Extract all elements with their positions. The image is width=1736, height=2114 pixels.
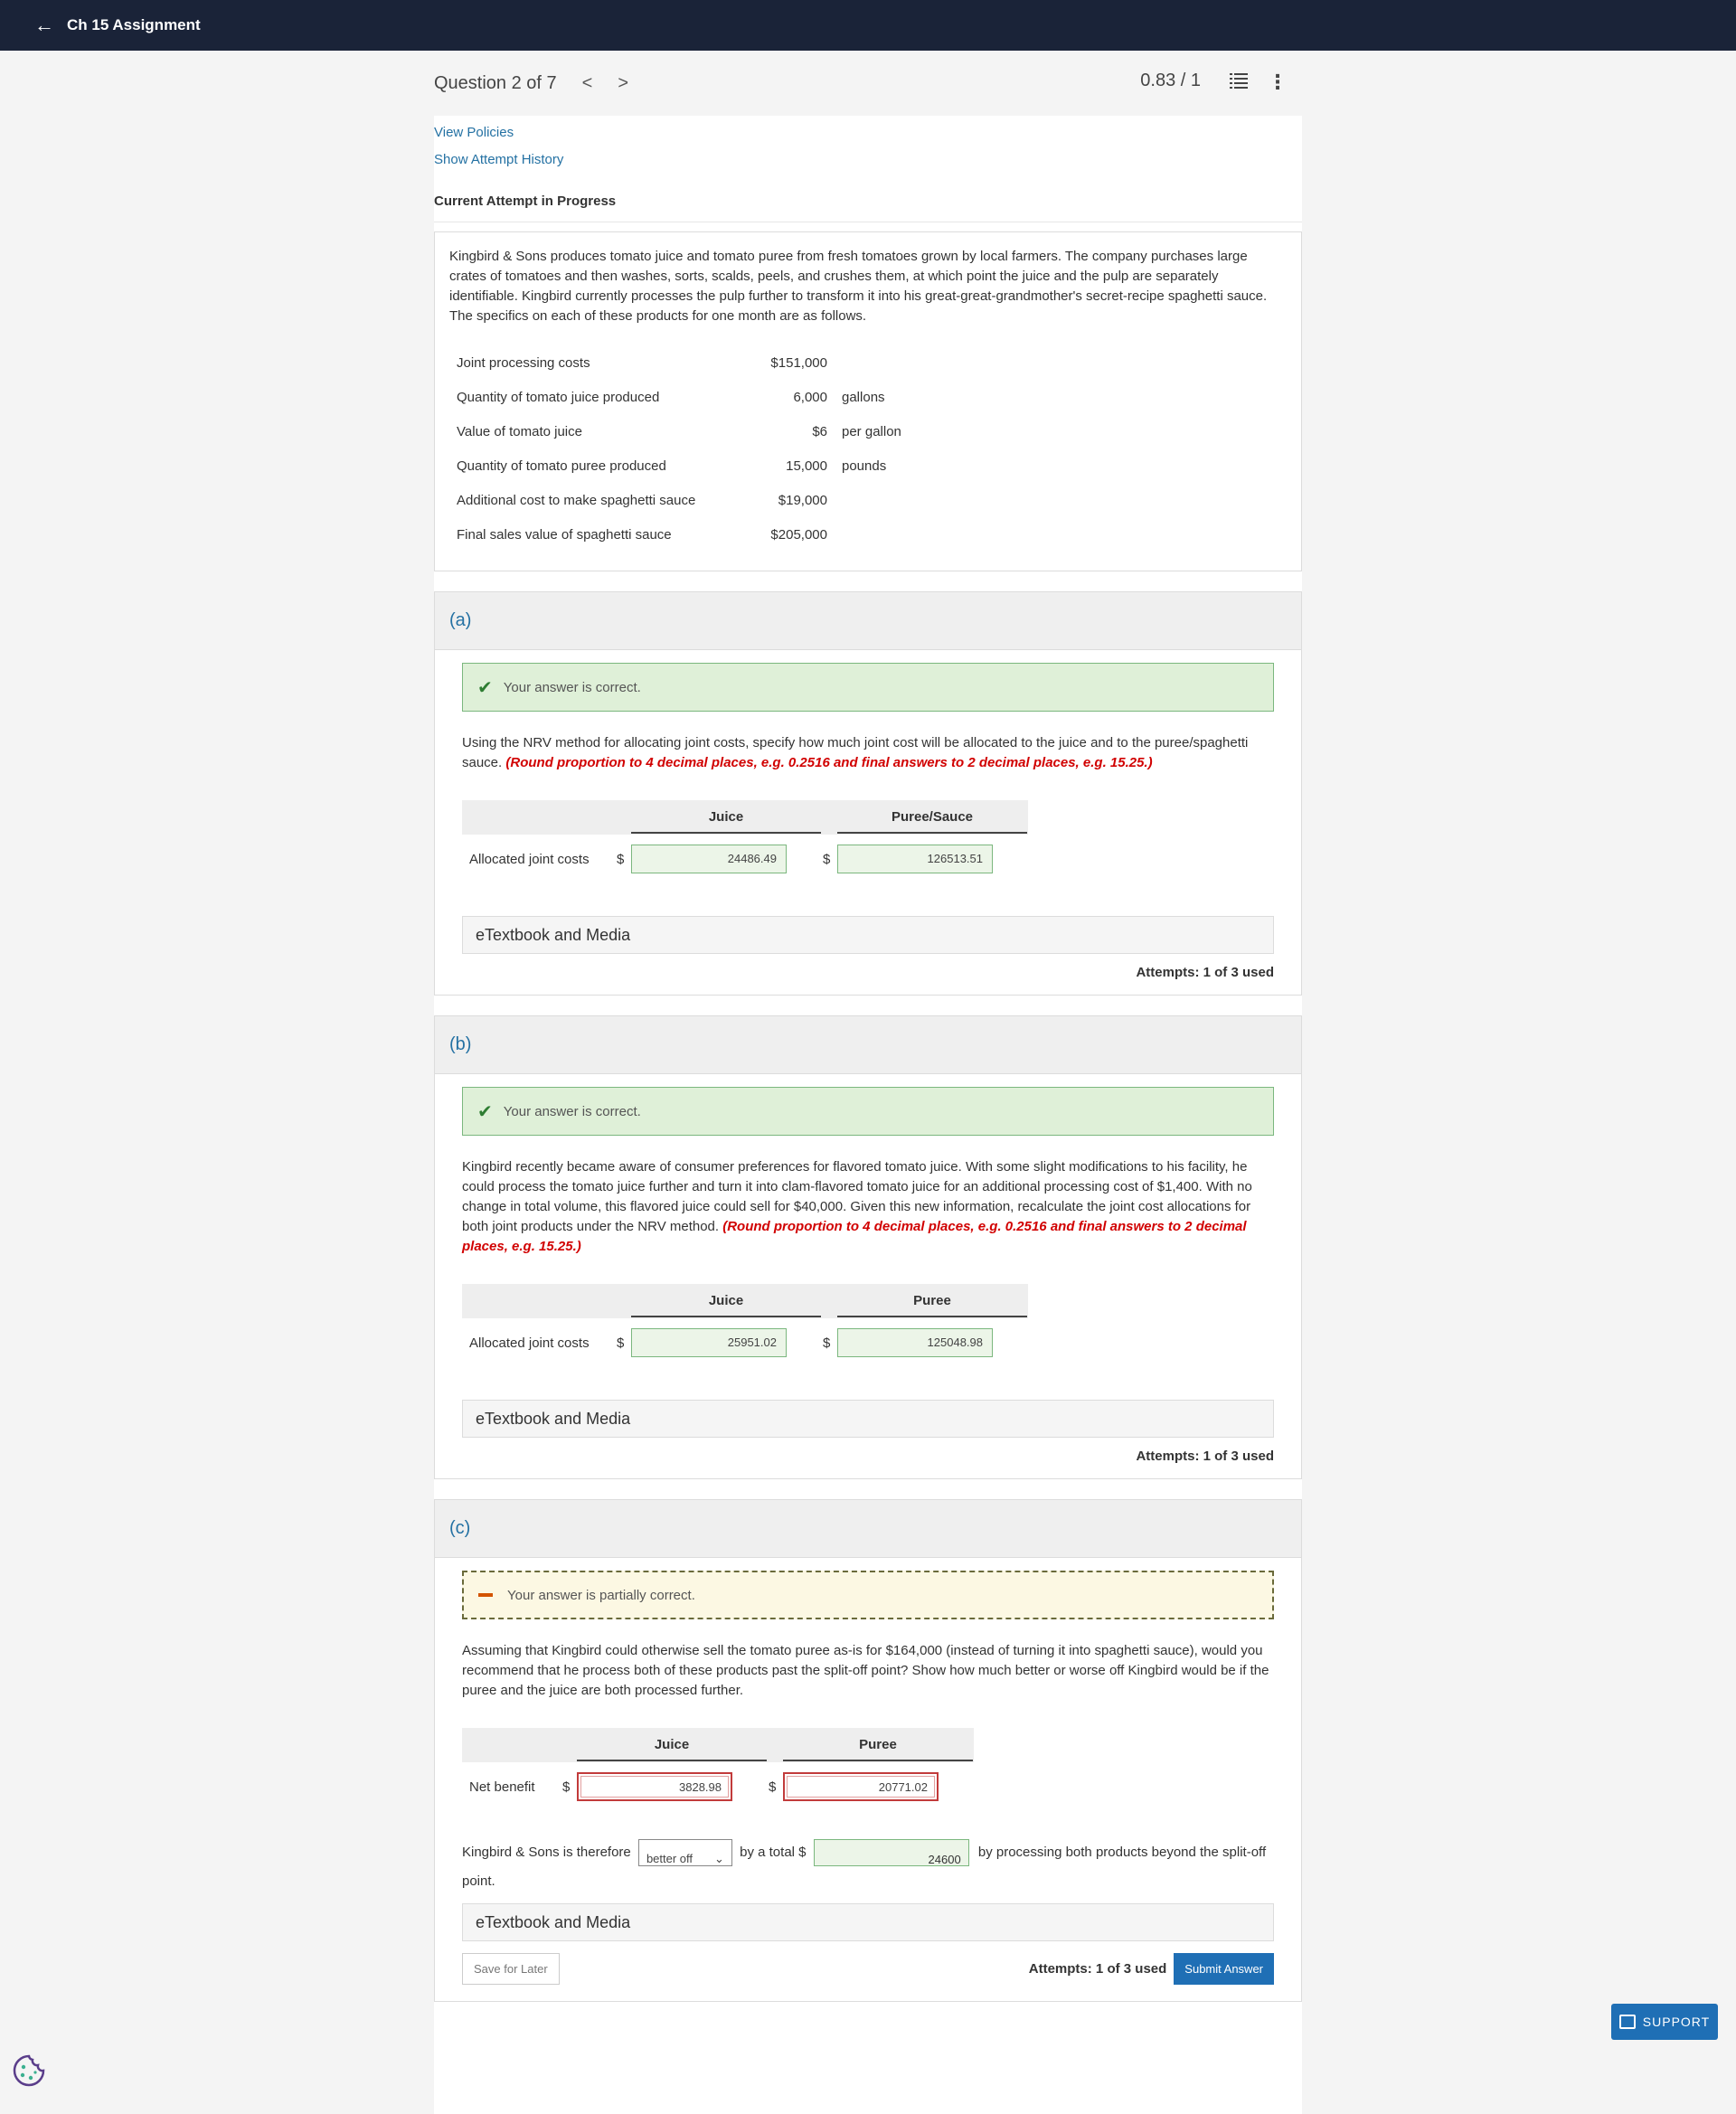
column-header-juice: Juice: [577, 1730, 767, 1761]
etextbook-link[interactable]: eTextbook and Media: [462, 916, 1274, 954]
submit-answer-button[interactable]: Submit Answer: [1174, 1953, 1274, 1985]
top-bar: [0, 0, 1736, 51]
partial-icon: [478, 1593, 493, 1597]
etextbook-link[interactable]: eTextbook and Media: [462, 1400, 1274, 1438]
spec-row: Quantity of tomato juice produced 6,000 gallons: [457, 390, 885, 405]
more-options-icon[interactable]: ⋮: [1268, 71, 1288, 93]
chevron-down-icon: ⌄: [714, 1852, 724, 1866]
question-list-icon[interactable]: [1230, 72, 1248, 93]
better-worse-select[interactable]: better off ⌄: [638, 1839, 732, 1866]
column-header-puree: Puree: [837, 1286, 1027, 1317]
spec-row: Final sales value of spaghetti sauce $205,000: [457, 527, 827, 543]
puree-allocated-input[interactable]: 126513.51: [837, 845, 993, 873]
column-header-juice: Juice: [631, 802, 821, 834]
dollar-sign: $: [823, 1335, 831, 1351]
answer-table: [462, 1728, 974, 1811]
score: 0.83 / 1: [1140, 71, 1201, 90]
rounding-note: (Round proportion to 4 decimal places, e.g. 0.2516 and final answers to 2 decimal places, e.g. 15.25.): [462, 1219, 1247, 1254]
part-b: [434, 1015, 1302, 1479]
dollar-sign: $: [562, 1779, 571, 1795]
check-icon: ✔: [477, 677, 493, 698]
spec-table: [449, 346, 909, 552]
juice-allocated-input[interactable]: 25951.02: [631, 1328, 787, 1357]
spec-row: Additional cost to make spaghetti sauce $19,000: [457, 493, 827, 508]
part-c-label: (c): [435, 1500, 1301, 1558]
chat-icon: [1619, 2015, 1636, 2029]
show-attempt-history-link[interactable]: Show Attempt History: [434, 152, 564, 167]
answer-table: [462, 800, 1028, 883]
row-label: Allocated joint costs: [469, 1335, 590, 1351]
attempts-count: Attempts: 1 of 3 used: [1028, 1960, 1167, 1977]
next-question-button[interactable]: >: [618, 72, 629, 93]
column-header-puree: Puree: [783, 1730, 973, 1761]
conclusion-sentence: Kingbird & Sons is therefore better off ⌄ by a total $ 24600 by processing both products beyond the split-off point.: [462, 1838, 1274, 1896]
feedback-correct: ✔ Your answer is correct.: [462, 663, 1274, 712]
dollar-sign: $: [617, 851, 625, 867]
check-icon: ✔: [477, 1101, 493, 1122]
cookie-settings-icon[interactable]: [11, 2053, 47, 2089]
dollar-sign: $: [769, 1779, 777, 1795]
etextbook-link[interactable]: eTextbook and Media: [462, 1903, 1274, 1941]
view-policies-link[interactable]: View Policies: [434, 125, 514, 140]
row-label: Net benefit: [469, 1779, 535, 1795]
support-button[interactable]: SUPPORT: [1611, 2004, 1718, 2040]
question-text: Kingbird recently became aware of consumer preferences for flavored tomato juice. With some slight modifications to his facility, he could process the tomato juice further and turn it into clam-flavored tomato juice for an additional processing cost of $1,400. With no change in total volume, this flavored juice could sell for $40,000. Given this new information, recalculate the joint cost allocations for both joint products under the NRV method. (Round proportion to 4 decimal places, e.g. 0.2516 and final answers to 2 decimal places, e.g. 15.25.): [462, 1159, 1252, 1254]
part-a-label: (a): [435, 592, 1301, 650]
part-a: [434, 591, 1302, 996]
attempts-count: Attempts: 1 of 3 used: [1136, 965, 1274, 980]
question-text: Using the NRV method for allocating joint costs, specify how much joint cost will be allocated to the juice and to the puree/spaghetti sauce. (Round proportion to 4 decimal places, e.g. 0.2516 and final answers to 2 decimal places, e.g. 15.25.): [462, 735, 1249, 770]
spec-row: Quantity of tomato puree produced 15,000 pounds: [457, 458, 887, 474]
question-content: [434, 116, 1302, 2114]
total-benefit-input[interactable]: 24600: [814, 1839, 969, 1866]
save-for-later-button[interactable]: Save for Later: [462, 1953, 560, 1985]
column-header-puree-sauce: Puree/Sauce: [837, 802, 1027, 834]
puree-net-benefit-input[interactable]: 20771.02: [783, 1772, 939, 1801]
part-c: [434, 1499, 1302, 2002]
action-row: [462, 1950, 1274, 1987]
problem-statement: [434, 231, 1302, 571]
attempts-count: Attempts: 1 of 3 used: [1136, 1449, 1274, 1464]
feedback-partial: Your answer is partially correct.: [462, 1571, 1274, 1619]
current-attempt-title: Current Attempt in Progress: [434, 193, 1302, 222]
question-header: [434, 51, 1302, 116]
rounding-note: (Round proportion to 4 decimal places, e.g. 0.2516 and final answers to 2 decimal places, e.g. 15.25.): [505, 755, 1153, 770]
dollar-sign: $: [617, 1335, 625, 1351]
assignment-title[interactable]: Ch 15 Assignment: [67, 16, 201, 33]
prev-question-button[interactable]: <: [581, 72, 593, 93]
question-number: Question 2 of 7: [434, 72, 557, 93]
part-b-label: (b): [435, 1016, 1301, 1074]
juice-allocated-input[interactable]: 24486.49: [631, 845, 787, 873]
answer-table: [462, 1284, 1028, 1367]
back-arrow-icon[interactable]: ←: [34, 14, 54, 36]
page: [434, 51, 1302, 2114]
intro-text: Kingbird & Sons produces tomato juice and tomato puree from fresh tomatoes grown by local farmers. The company purchases large crates of tomatoes and then washes, sorts, scalds, peels, and crushes them, at which point the juice and the pulp are separately identifiable. Kingbird currently processes the pulp further to transform it into his great-great-grandmother's secret-recipe spaghetti sauce. The specifics on each of these products for one month are as follows.: [449, 249, 1268, 324]
dollar-sign: $: [823, 851, 831, 867]
question-text: Assuming that Kingbird could otherwise sell the tomato puree as-is for $164,000 (instead of turning it into spaghetti sauce), would you recommend that he process both of these products past the split-off point? Show how much better or worse off Kingbird would be if the puree and the juice are both processed further.: [462, 1643, 1269, 1698]
spec-row: Value of tomato juice $6 per gallon: [457, 424, 901, 439]
puree-allocated-input[interactable]: 125048.98: [837, 1328, 993, 1357]
row-label: Allocated joint costs: [469, 851, 590, 867]
juice-net-benefit-input[interactable]: 3828.98: [577, 1772, 732, 1801]
column-header-juice: Juice: [631, 1286, 821, 1317]
spec-row: Joint processing costs $151,000: [457, 355, 827, 371]
feedback-correct: ✔ Your answer is correct.: [462, 1087, 1274, 1136]
